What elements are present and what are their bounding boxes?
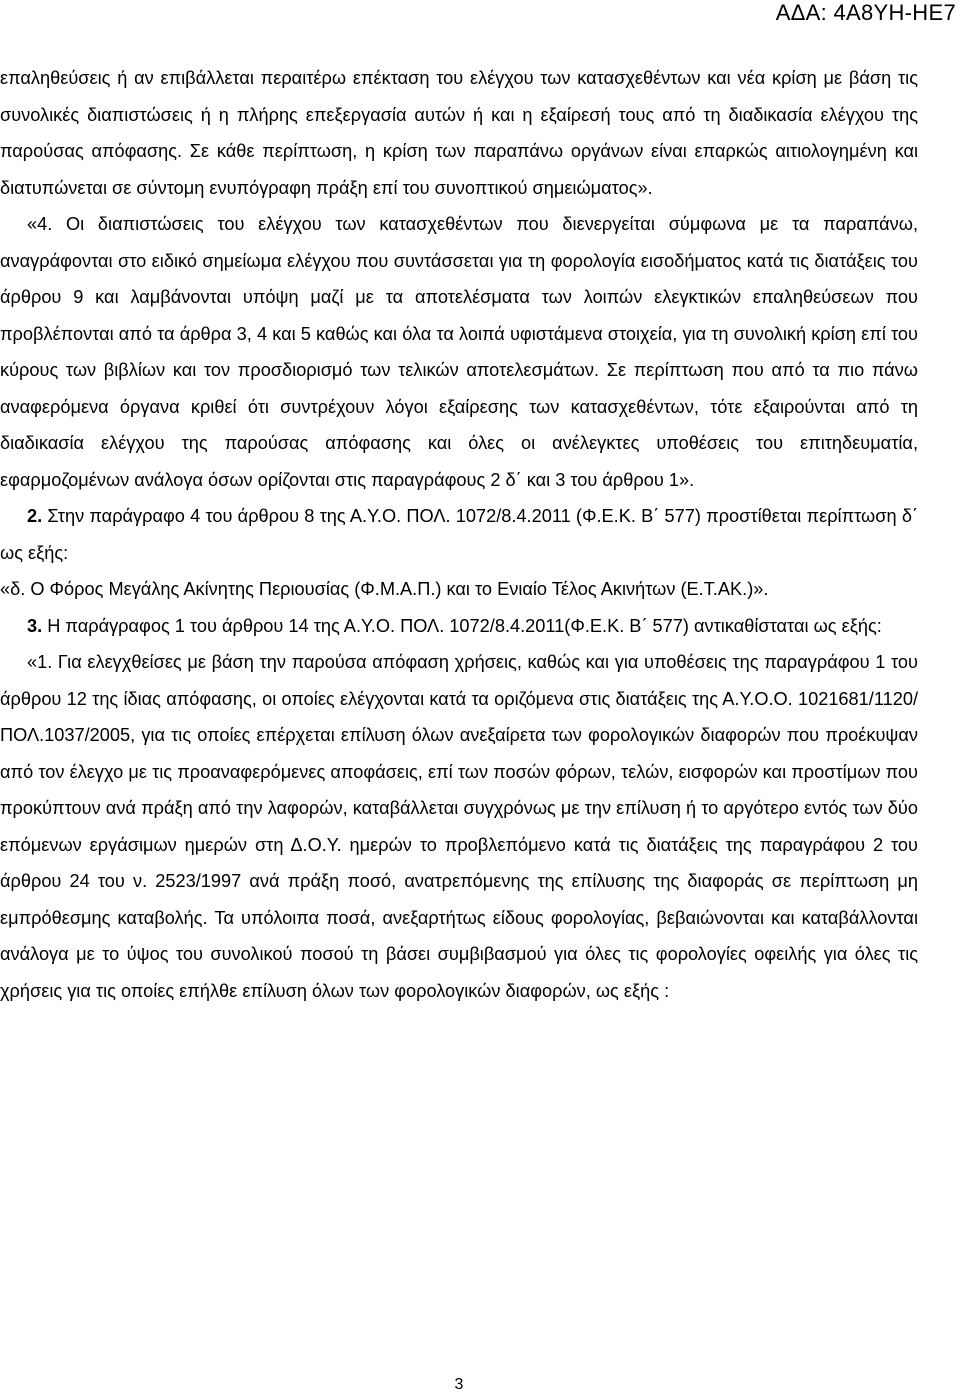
paragraph-case-d: «δ. Ο Φόρος Μεγάλης Ακίνητης Περιουσίας (Φ.Μ.Α.Π.) και το Ενιαίο Τέλος Ακινήτων (Ε.Τ.ΑΚ.)». [0, 579, 769, 599]
item-number-2: 2. [27, 506, 43, 526]
item-number-3: 3. [27, 615, 43, 636]
page-number: 3 [454, 1376, 464, 1393]
paragraph-quoted-1: «1. Για ελεγχθείσες με βάση την παρούσα απόφαση χρήσεις, καθώς και για υποθέσεις της παραγράφου 1 του άρθρου 12 της ίδιας απόφασης, οι οποίες ελέγχονται κατά τα οριζόμενα στις διατάξεις της Α.Υ.Ο.Ο. 1021681/1120/ΠΟΛ.1037/2005, για τις οποίες επέρχεται επίλυση όλων ανεξαίρετα των φορολογικών διαφορών που προέκυψαν από τον έλεγχο με τις προαναφερόμενες αποφάσεις, επί των ποσών φόρων, τελών, εισφορών και προστίμων που προκύπτουν ανά πράξη από την λαφορών, καταβάλλεται συγχρόνως με την επίλυση ή το αργότερο εντός των δύο επόμενων εργάσιμων ημερών στη Δ.Ο.Υ. ημερών το προβλεπόμενο κατά τις διατάξεις της παραγράφου 2 του άρθρου 24 του ν. 2523/1997 ανά πράξη ποσό, ανατρεπόμενης της επίλυσης της διαφοράς σε περίπτωση μη εμπρόθεσμης καταβολής. Τα υπόλοιπα ποσά, ανεξαρτήτως είδους φορολογίας, βεβαιώνονται και καταβάλλονται ανάλογα με το ύψος του συνολικού ποσού τη βάσει συμβιβασμού για όλες τις φορολογίες οφειλής για όλες τις χρήσεις για τις οποίες επήλθε επίλυση όλων των φορολογικών διαφορών, ως εξής : [0, 652, 918, 1001]
paragraph-item-2 [0, 498, 918, 571]
item-2-text: Στην παράγραφο 4 του άρθρου 8 της Α.Υ.Ο. ΠΟΛ. 1072/8.4.2011 (Φ.Ε.Κ. Β΄ 577) προστίθεται περίπτωση δ΄ ως εξής: [0, 506, 918, 563]
document-body [0, 60, 918, 1009]
item-3-text: Η παράγραφος 1 του άρθρου 14 της Α.Υ.Ο. ΠΟΛ. 1072/8.4.2011(Φ.Ε.Κ. Β΄ 577) αντικαθίσταται ως εξής: [47, 615, 882, 636]
paragraph-quoted-4: «4. Οι διαπιστώσεις του ελέγχου των κατασχεθέντων που διενεργείται σύμφωνα με τα παραπάνω, αναγράφονται στο ειδικό σημείωμα ελέγχου που συντάσσεται για τη φορολογία εισοδήματος κατά τις διατάξεις του άρθρου 9 και λαμβάνονται υπόψη μαζί με τα αποτελέσματα των λοιπών ελεγκτικών επαληθεύσεων που προβλέπονται από τα άρθρα 3, 4 και 5 καθώς και όλα τα λοιπά υφιστάμενα στοιχεία, για τη συνολική κρίση επί του κύρους των βιβλίων και τον προσδιορισμό των τελικών αποτελεσμάτων. Σε περίπτωση που από τα πιο πάνω αναφερόμενα όργανα κριθεί ότι συντρέχουν λόγοι εξαίρεσης των κατασχεθέντων, τότε εξαιρούνται από τη διαδικασία ελέγχου της παρούσας απόφασης και όλες οι ανέλεγκτες υποθέσεις του επιτηδευματία, εφαρμοζομένων ανάλογα όσων ορίζονται στις παραγράφους 2 δ΄ και 3 του άρθρου 1». [0, 214, 918, 490]
paragraph-item-3 [0, 608, 918, 645]
ada-code: ΑΔΑ: 4Α8ΥΗ-ΗΕ7 [775, 0, 956, 25]
paragraph-continuation: επαληθεύσεις ή αν επιβάλλεται περαιτέρω επέκταση του ελέγχου των κατασχεθέντων και νέα κρίση με βάση τις συνολικές διαπιστώσεις ή η πλήρης επεξεργασία αυτών ή και η εξαίρεσή τους από τη διαδικασία ελέγχου της παρούσας απόφασης. Σε κάθε περίπτωση, η κρίση των παραπάνω οργάνων είναι επαρκώς αιτιολογημένη και διατυπώνεται σε σύντομη ενυπόγραφη πράξη επί του συνοπτικού σημειώματος». [0, 68, 918, 198]
